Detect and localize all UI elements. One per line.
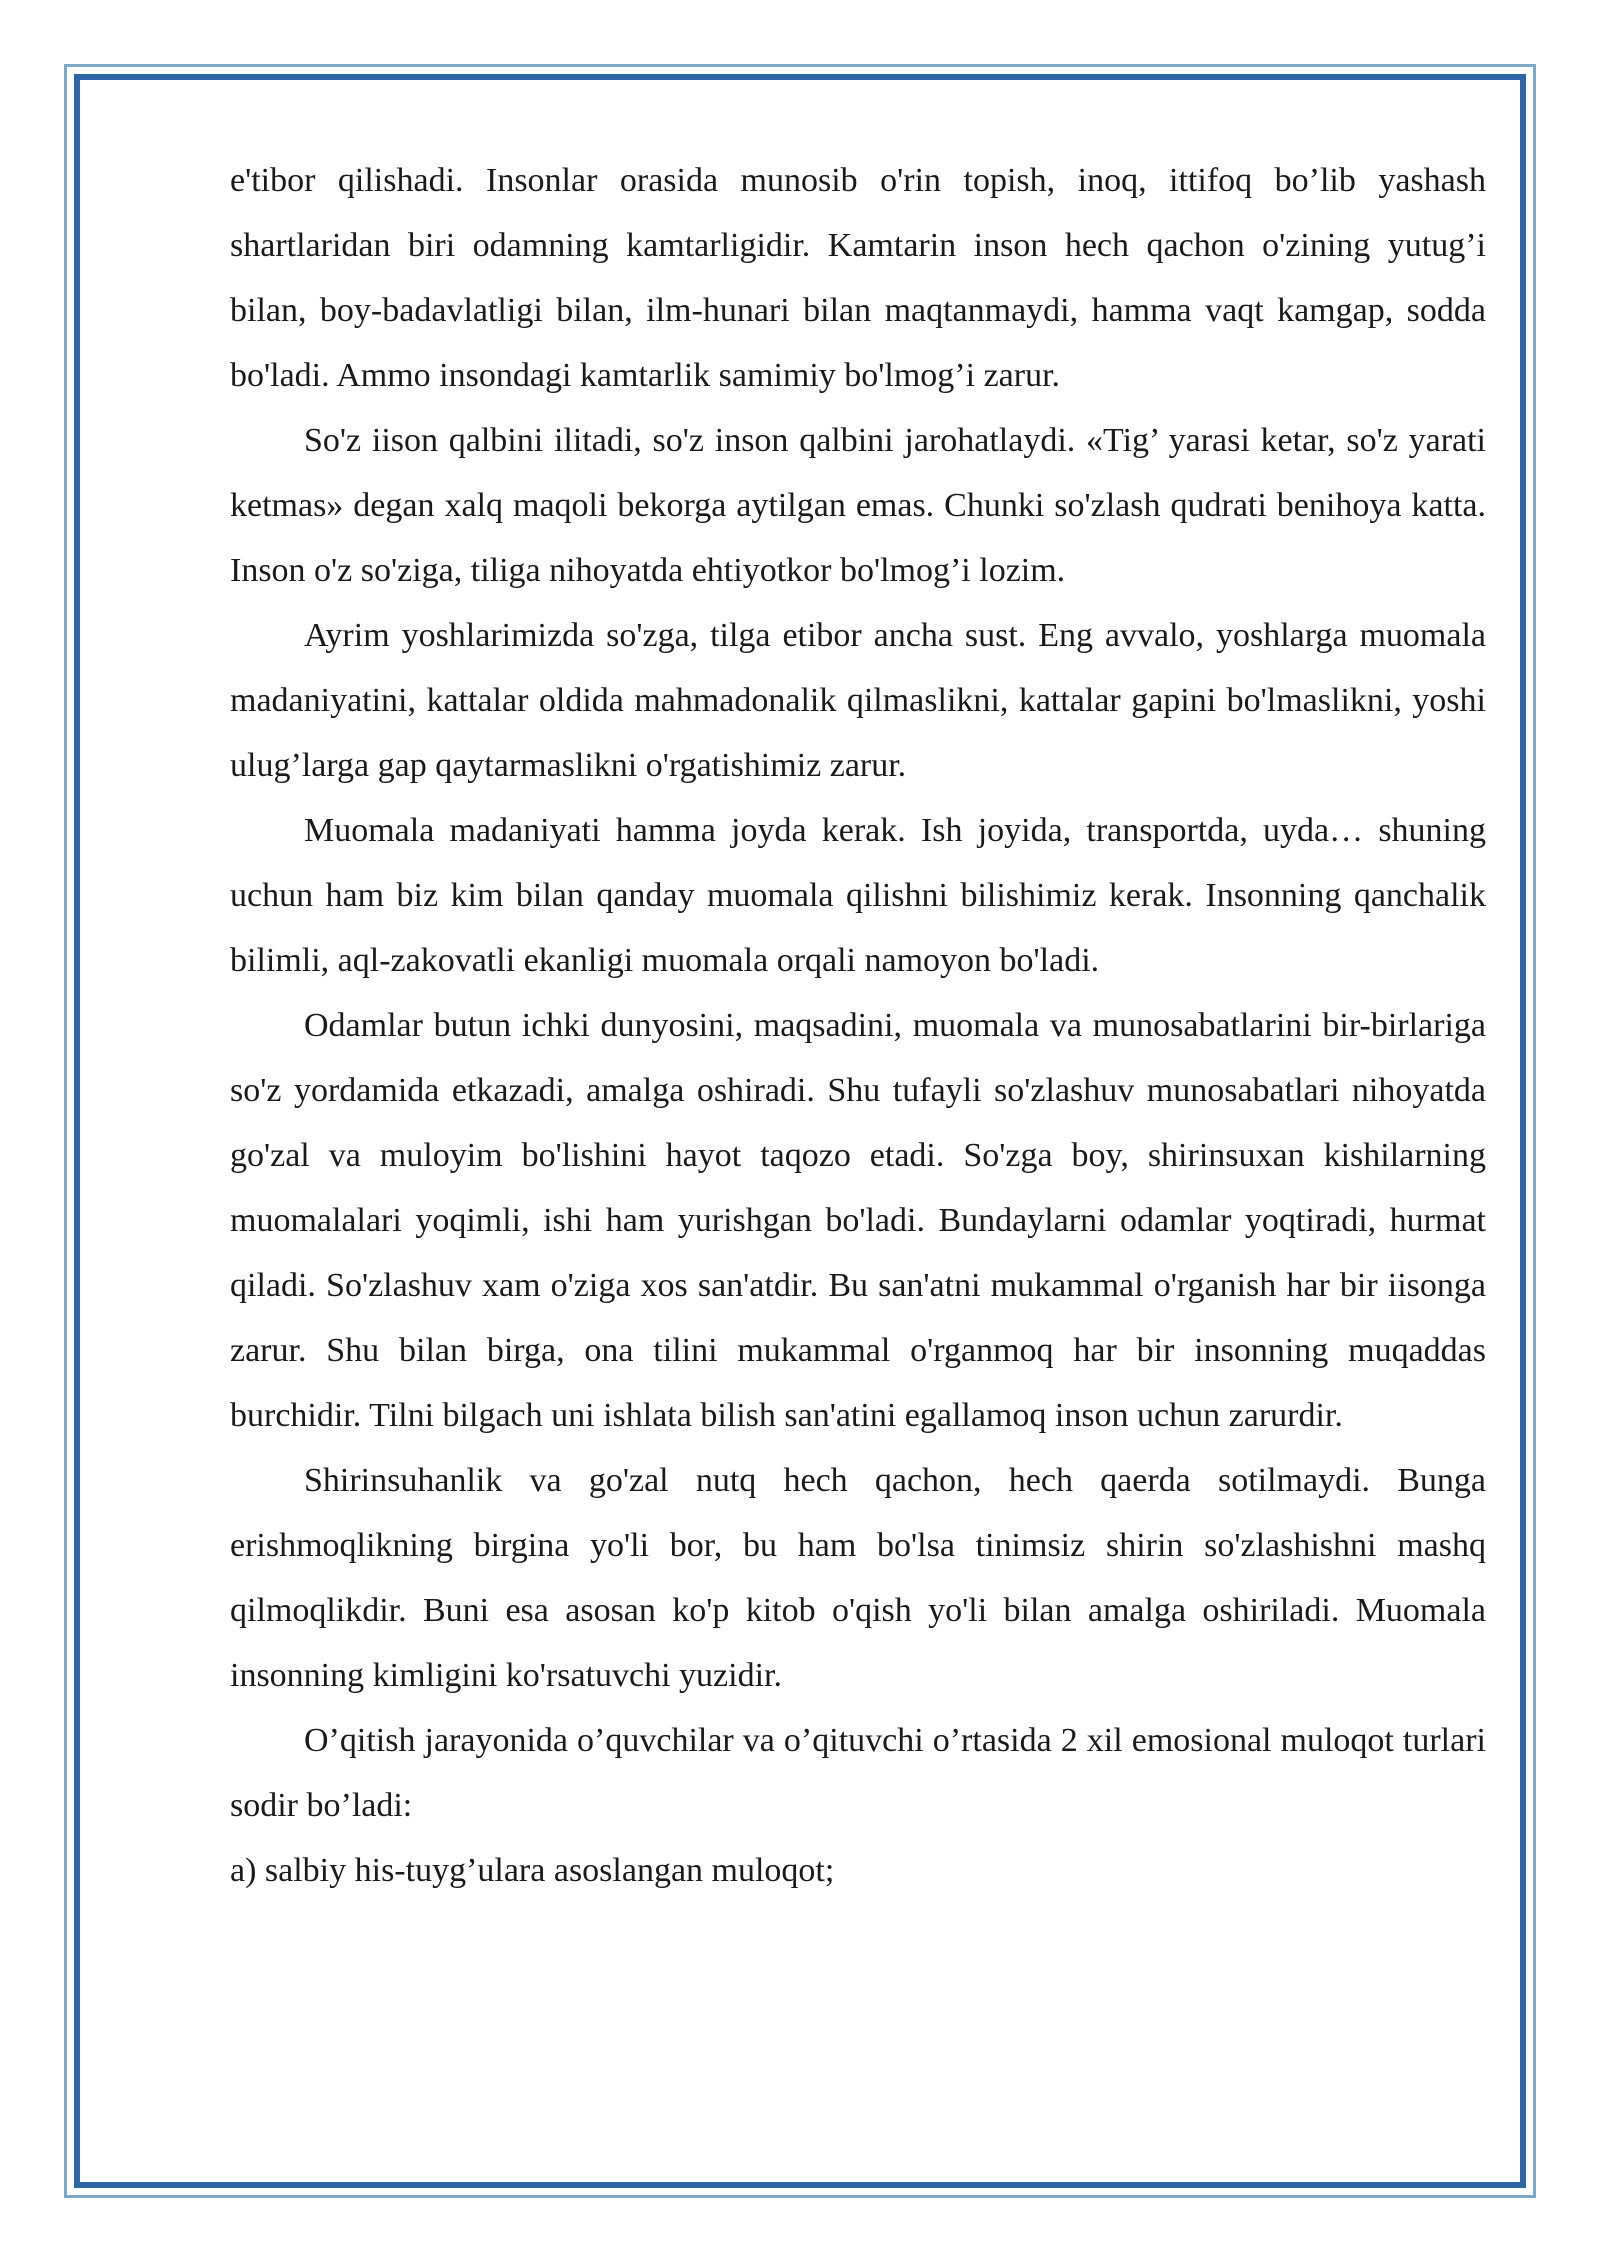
list-item-a: a) salbiy his-tuyg’ulara asoslangan muloqot; xyxy=(230,1852,835,1889)
paragraph-shirinsuhanlik: Shirinsuhanlik va go'zal nutq hech qachon, hech qaerda sotilmaydi. Bunga erishmoqlikning birgina yo'li bor, bu ham bo'lsa tinimsiz shirin so'zlashishni mashq qilmoqlikdir. Buni esa asosan ko'p kitob o'qish yo'li bilan amalga oshiriladi. Muomala insonning kimligini ko'rsatuvchi yuzidir. xyxy=(230,1462,1486,1694)
paragraph-oqitish: O’qitish jarayonida o’quvchilar va o’qituvchi o’rtasida 2 xil emosional muloqot turlari sodir bo’ladi: xyxy=(230,1722,1486,1824)
paragraph-muomala-madaniyati: Muomala madaniyati hamma joyda kerak. Ish joyida, transportda, uyda… shuning uchun ham biz kim bilan qanday muomala qilishni bilishimiz kerak. Insonning qanchalik bilimli, aql-zakovatli ekanligi muomala orqali namoyon bo'ladi. xyxy=(230,812,1486,979)
paragraph-kamtarlik: e'tibor qilishadi. Insonlar orasida munosib o'rin topish, inoq, ittifoq bo’lib yashash shartlaridan biri odamning kamtarligidir. Kamtarin inson hech qachon o'zining yutug’i bilan, boy-badavlatligi bilan, ilm-hunari bilan maqtanmaydi, hamma vaqt kamgap, sodda bo'ladi. Ammo insondagi kamtarlik samimiy bo'lmog’i zarur. xyxy=(230,162,1486,394)
paragraph-sozlashuv: Odamlar butun ichki dunyosini, maqsadini, muomala va munosabatlarini bir-birlariga so'z yordamida etkazadi, amalga oshiradi. Shu tufayli so'zlashuv munosabatlari nihoyatda go'zal va muloyim bo'lishini hayot taqozo etadi. So'zga boy, shirinsuxan kishilarning muomalalari yoqimli, ishi ham yurishgan bo'ladi. Bundaylarni odamlar yoqtiradi, hurmat qiladi. So'zlashuv xam o'ziga xos san'atdir. Bu san'atni mukammal o'rganish har bir iisonga zarur. Shu bilan birga, ona tilini mukammal o'rganmoq har bir insonning muqaddas burchidir. Tilni bilgach uni ishlata bilish san'atini egallamoq inson uchun zarurdir. xyxy=(230,1007,1486,1434)
paragraph-yoshlar: Ayrim yoshlarimizda so'zga, tilga etibor ancha sust. Eng avvalo, yoshlarga muomala madaniyatini, kattalar oldida mahmadonalik qilmaslikni, kattalar gapini bo'lmaslikni, yoshi ulug’larga gap qaytarmaslikni o'rgatishimiz zarur. xyxy=(230,617,1486,784)
paragraph-soz-qalb: So'z iison qalbini ilitadi, so'z inson qalbini jarohatlaydi. «Tig’ yarasi ketar, so'z yarati ketmas» degan xalq maqoli bekorga aytilgan emas. Chunki so'zlash qudrati benihoya katta. Inson o'z so'ziga, tiliga nihoyatda ehtiyotkor bo'lmog’i lozim. xyxy=(230,422,1486,589)
document-body xyxy=(230,148,1486,1903)
